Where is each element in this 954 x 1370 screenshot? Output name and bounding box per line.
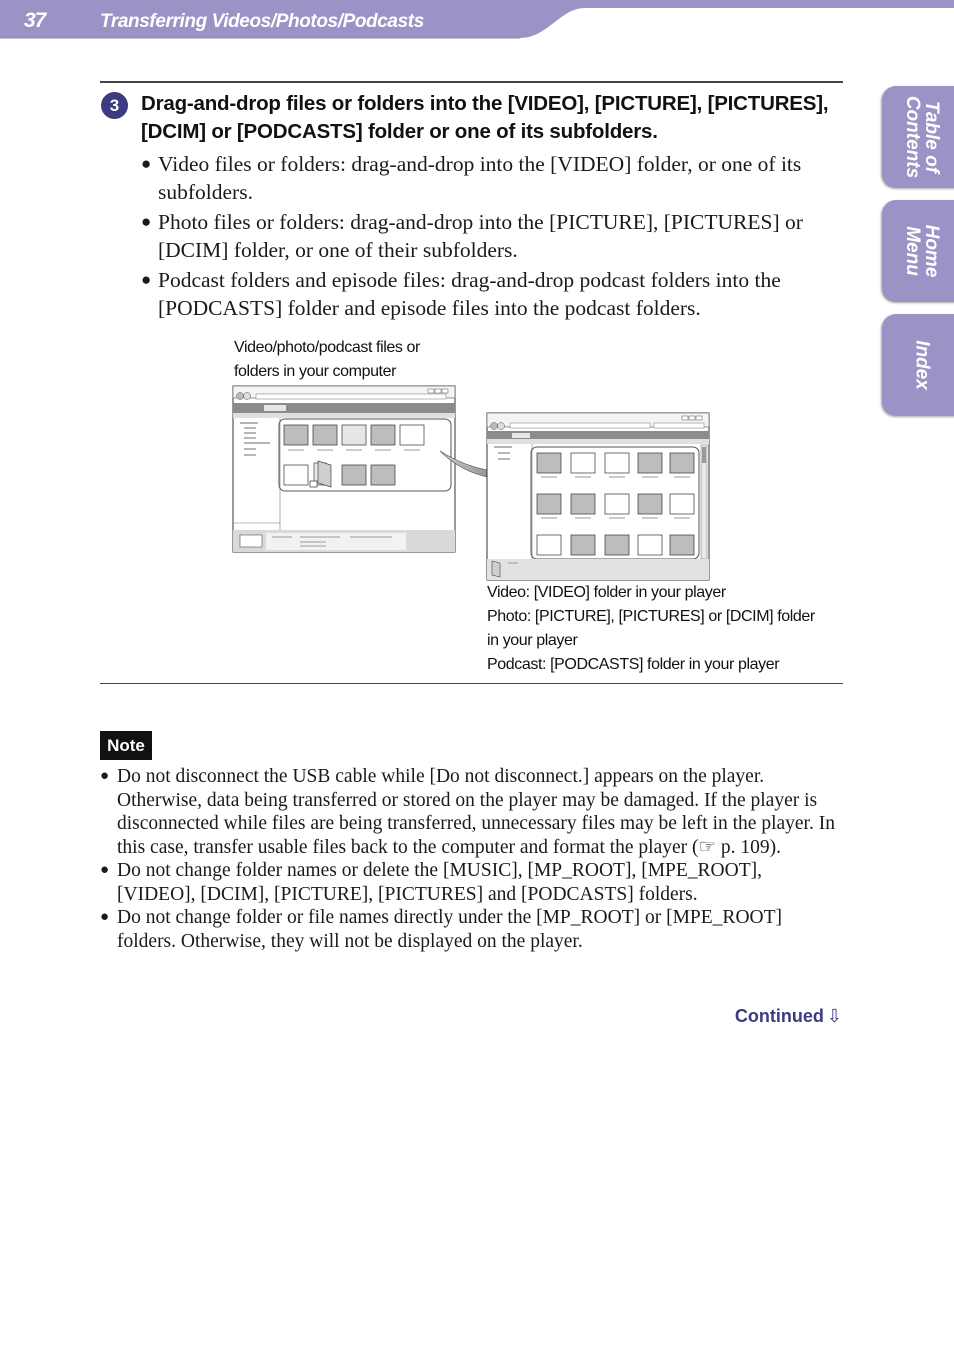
bullet-dot: ● [141, 212, 152, 231]
destination-caption-line: in your player [487, 632, 578, 649]
list-item [100, 859, 840, 906]
list-item [141, 208, 846, 264]
bullet-dot: ● [141, 154, 152, 173]
drag-drop-illustration [232, 383, 712, 583]
tab-index-label: Index [911, 340, 933, 390]
player-window [487, 413, 709, 580]
computer-window [233, 386, 455, 552]
bullet-dot: ● [141, 270, 152, 289]
step-number-badge: 3 [101, 92, 128, 119]
bullet-text: Photo files or folders: drag-and-drop into the [PICTURE], [PICTURES] or [DCIM] folder, or one of their subfolders. [158, 210, 803, 262]
continued-link[interactable] [735, 1006, 842, 1027]
section-bottom-rule [100, 683, 843, 684]
down-arrow-icon: ⇩ [826, 1006, 842, 1026]
source-caption: Video/photo/podcast files or folders in your computer [234, 339, 420, 380]
tab-index[interactable] [882, 314, 954, 416]
page-number: 37 [24, 9, 46, 32]
folder-icon [492, 561, 500, 577]
tab-home-menu-label: Home Menu [902, 224, 942, 278]
note-text: Do not disconnect the USB cable while [Do not disconnect.] appears on the player. Otherwise, data being transferred or stored on the player may be damaged. If the player is disconnected while files are being transferred, unnecessary files may be left in the player. In this case, transfer usable files back to the computer and format the player (☞ p. 109). [117, 766, 835, 858]
tab-table-of-contents[interactable] [882, 86, 954, 188]
note-list [100, 765, 840, 953]
destination-caption-line: Video: [VIDEO] folder in your player [487, 584, 726, 601]
section-title: Transferring Videos/Photos/Podcasts [100, 11, 424, 32]
list-item [100, 906, 840, 953]
bullet-dot: ● [100, 909, 110, 925]
step-bullet-list [141, 150, 846, 322]
tab-home-menu[interactable] [882, 200, 954, 302]
list-item [141, 266, 846, 322]
bullet-dot: ● [100, 768, 110, 784]
bullet-text: Podcast folders and episode files: drag-and-drop podcast folders into the [PODCASTS] folder and episode files into the podcast folders. [158, 268, 781, 320]
step-heading: Drag-and-drop files or folders into the [VIDEO], [PICTURE], [PICTURES], [DCIM] or [PODCASTS] folder or one of its subfolders. [141, 92, 829, 143]
destination-caption-line: Photo: [PICTURE], [PICTURES] or [DCIM] folder [487, 608, 815, 625]
note-text: Do not change folder or file names directly under the [MP_ROOT] or [MPE_ROOT] folders. Otherwise, they will not be displayed on the player. [117, 907, 783, 952]
note-badge: Note [100, 731, 152, 760]
bullet-text: Video files or folders: drag-and-drop into the [VIDEO] folder, or one of its subfolders. [158, 152, 802, 204]
list-item [100, 765, 840, 859]
bullet-dot: ● [100, 862, 110, 878]
list-item [141, 150, 846, 206]
continued-label: Continued [734, 1006, 824, 1026]
destination-caption-line: Podcast: [PODCASTS] folder in your player [487, 656, 780, 673]
destination-caption [487, 581, 815, 677]
note-text: Do not change folder names or delete the [MUSIC], [MP_ROOT], [MPE_ROOT], [VIDEO], [DCIM], [PICTURE], [PICTURES] and [PODCASTS] folders. [117, 860, 763, 905]
tab-table-of-contents-label: Table of Contents [902, 95, 942, 179]
section-top-rule [100, 81, 843, 83]
